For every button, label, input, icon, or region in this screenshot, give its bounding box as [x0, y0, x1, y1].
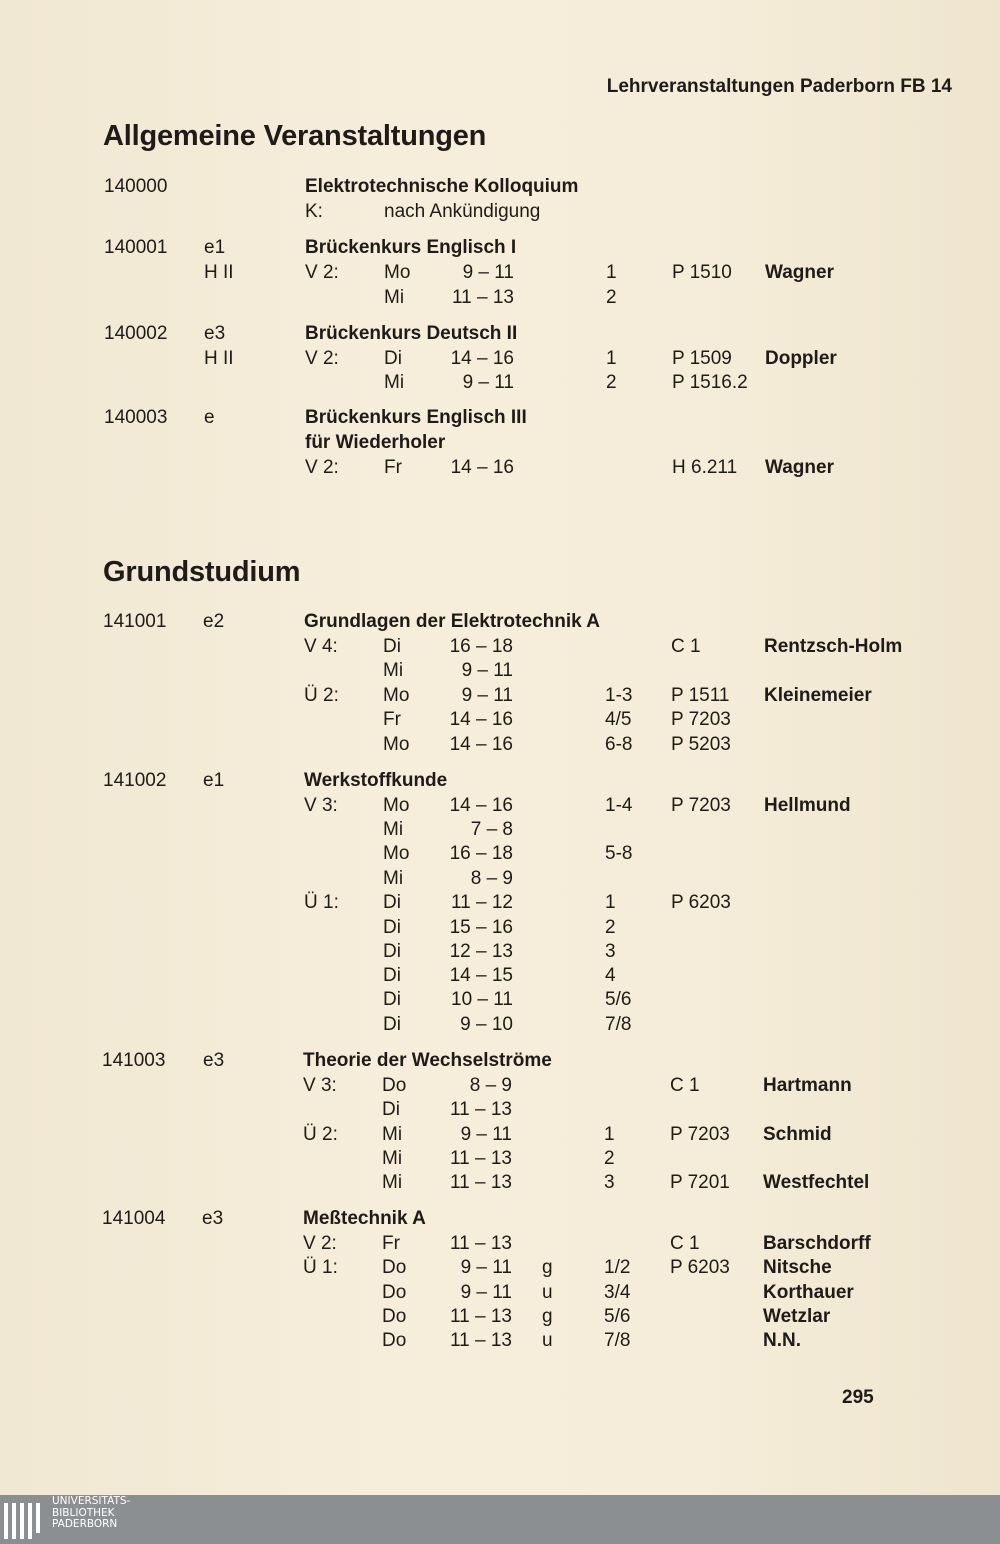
- session-day: Do: [382, 1282, 407, 1303]
- session-group: 1: [605, 892, 616, 913]
- session-mark: u: [542, 1330, 553, 1351]
- session-group: 1/2: [604, 1257, 631, 1278]
- library-logo-icon: [4, 1503, 42, 1539]
- session-time: 14 – 16: [449, 734, 513, 755]
- session-lecturer: Wagner: [765, 262, 834, 283]
- session-time: 9 – 11: [461, 660, 513, 681]
- session-time: 15 – 16: [449, 917, 513, 938]
- session-room: P 5203: [671, 734, 731, 755]
- running-head: Lehrveranstaltungen Paderborn FB 14: [606, 76, 952, 97]
- session-day: Di: [382, 1099, 400, 1120]
- session-time: 14 – 16: [449, 709, 513, 730]
- session-group: 2: [606, 372, 617, 393]
- session-type: V 2:: [305, 348, 339, 369]
- course-number: 140001: [104, 237, 168, 258]
- session-lecturer: N.N.: [763, 1330, 801, 1351]
- course-level: e2: [203, 611, 225, 632]
- course-title-line2: für Wiederholer: [305, 432, 446, 453]
- session-lecturer: Wetzlar: [763, 1306, 831, 1327]
- session-type: V 3:: [303, 1075, 337, 1096]
- session-room: H 6.211: [672, 457, 738, 478]
- session-time: 16 – 18: [449, 636, 513, 657]
- session-day: Di: [383, 917, 401, 938]
- library-footer-bar: [0, 1495, 1000, 1544]
- session-time: 8 – 9: [470, 868, 513, 889]
- course-note: H II: [204, 262, 234, 283]
- session-day: Mi: [384, 372, 405, 393]
- session-day: Do: [382, 1330, 407, 1351]
- session-time: 11 – 13: [452, 287, 514, 308]
- course-number: 140003: [104, 407, 168, 428]
- session-day: Mo: [384, 262, 411, 283]
- session-type: Ü 2:: [303, 1124, 338, 1145]
- session-group: 4/5: [605, 709, 632, 730]
- session-type: Ü 2:: [304, 685, 339, 706]
- course-title: Brückenkurs Englisch III: [305, 407, 527, 428]
- session-day: Mo: [383, 685, 410, 706]
- course-number: 141002: [103, 770, 167, 791]
- session-room: P 6203: [671, 892, 731, 913]
- session-day: Mi: [382, 1148, 403, 1169]
- session-time: 11 – 13: [450, 1172, 512, 1193]
- session-time: 9 – 11: [460, 1124, 512, 1145]
- session-day: Mo: [383, 795, 410, 816]
- session-group: 5/6: [604, 1306, 631, 1327]
- session-group: 6-8: [605, 734, 633, 755]
- course-level: e1: [204, 237, 226, 258]
- session-group: 5/6: [605, 989, 632, 1010]
- session-day: Do: [382, 1075, 407, 1096]
- course-level: e3: [203, 1050, 225, 1071]
- session-day: Mo: [383, 843, 410, 864]
- session-time: 16 – 18: [449, 843, 513, 864]
- session-day: nach Ankündigung: [384, 201, 541, 222]
- session-time: 9 – 11: [460, 1257, 512, 1278]
- session-day: Do: [382, 1306, 407, 1327]
- session-time: 14 – 15: [449, 965, 513, 986]
- session-group: 2: [604, 1148, 615, 1169]
- session-room: P 7203: [671, 795, 731, 816]
- session-group: 3: [604, 1172, 615, 1193]
- session-time: 11 – 13: [450, 1330, 512, 1351]
- page-number: 295: [842, 1387, 874, 1408]
- session-day: Mi: [383, 868, 404, 889]
- session-lecturer: Korthauer: [763, 1282, 854, 1303]
- session-time: 11 – 13: [450, 1099, 512, 1120]
- session-time: 11 – 12: [451, 892, 513, 913]
- session-day: Mi: [382, 1124, 403, 1145]
- session-room: P 1510: [672, 262, 732, 283]
- session-time: 9 – 11: [462, 262, 514, 283]
- session-group: 1: [606, 262, 617, 283]
- session-time: 11 – 13: [450, 1148, 512, 1169]
- session-day: Do: [382, 1257, 407, 1278]
- session-day: Di: [383, 1014, 401, 1035]
- session-day: Fr: [383, 709, 401, 730]
- section-heading-allgemeine: Allgemeine Veranstaltungen: [103, 120, 487, 152]
- session-day: Mo: [383, 734, 410, 755]
- course-note: H II: [204, 348, 234, 369]
- session-lecturer: Westfechtel: [763, 1172, 870, 1193]
- library-logo-text: [52, 1496, 130, 1531]
- session-time: 14 – 16: [449, 795, 513, 816]
- course-title: Werkstoffkunde: [304, 770, 448, 791]
- course-level: e3: [202, 1208, 224, 1229]
- session-day: Fr: [384, 457, 402, 478]
- session-day: Di: [383, 965, 401, 986]
- session-time: 12 – 13: [449, 941, 513, 962]
- session-group: 5-8: [605, 843, 633, 864]
- session-type: V 2:: [303, 1233, 337, 1254]
- session-day: Mi: [383, 660, 404, 681]
- session-time: 9 – 11: [461, 685, 513, 706]
- library-name-line: PADERBORN: [52, 1518, 118, 1530]
- course-number: 140002: [104, 323, 168, 344]
- library-name-line: UNIVERSITÄTS-: [52, 1495, 131, 1507]
- session-day: Fr: [382, 1233, 400, 1254]
- session-time: 11 – 13: [450, 1233, 512, 1254]
- course-number: 141001: [103, 611, 167, 632]
- session-type: Ü 1:: [303, 1257, 338, 1278]
- session-day: Di: [384, 348, 402, 369]
- session-time: 14 – 16: [450, 457, 514, 478]
- session-room: P 7203: [670, 1124, 730, 1145]
- session-day: Di: [383, 636, 401, 657]
- session-room: P 1511: [671, 685, 730, 706]
- session-day: Di: [383, 989, 401, 1010]
- course-title: Meßtechnik A: [303, 1208, 426, 1229]
- session-time: 11 – 13: [450, 1306, 512, 1327]
- session-type: V 2:: [305, 262, 339, 283]
- course-level: e3: [204, 323, 226, 344]
- session-group: 2: [606, 287, 617, 308]
- course-number: 140000: [104, 176, 168, 197]
- course-title: Theorie der Wechselströme: [303, 1050, 552, 1071]
- session-day: Mi: [383, 819, 404, 840]
- session-lecturer: Wagner: [765, 457, 834, 478]
- course-title: Brückenkurs Deutsch II: [305, 323, 518, 344]
- session-room: P 7201: [670, 1172, 730, 1193]
- session-lecturer: Schmid: [763, 1124, 832, 1145]
- session-mark: u: [542, 1282, 553, 1303]
- session-type: K:: [305, 201, 323, 222]
- section-heading-grundstudium: Grundstudium: [103, 556, 301, 588]
- session-type: V 3:: [304, 795, 338, 816]
- session-group: 4: [605, 965, 616, 986]
- session-group: 7/8: [604, 1330, 631, 1351]
- course-title: Brückenkurs Englisch I: [305, 237, 517, 258]
- session-time: 9 – 11: [462, 372, 514, 393]
- session-group: 1: [604, 1124, 615, 1145]
- session-time: 7 – 8: [470, 819, 513, 840]
- session-group: 3/4: [604, 1282, 631, 1303]
- session-lecturer: Rentzsch-Holm: [764, 636, 903, 657]
- session-lecturer: Kleinemeier: [764, 685, 872, 706]
- session-lecturer: Hellmund: [764, 795, 851, 816]
- course-title: Elektrotechnische Kolloquium: [305, 176, 579, 197]
- session-day: Di: [383, 892, 401, 913]
- session-type: Ü 1:: [304, 892, 339, 913]
- session-group: 1-3: [605, 685, 633, 706]
- course-level: e1: [203, 770, 225, 791]
- session-time: 14 – 16: [450, 348, 514, 369]
- session-mark: g: [542, 1306, 553, 1327]
- course-number: 141003: [102, 1050, 166, 1071]
- session-room: C 1: [670, 1075, 700, 1096]
- session-type: V 4:: [304, 636, 338, 657]
- library-name-line: BIBLIOTHEK: [52, 1506, 115, 1519]
- session-time: 8 – 9: [469, 1075, 512, 1096]
- session-day: Di: [383, 941, 401, 962]
- session-type: V 2:: [305, 457, 339, 478]
- session-lecturer: Nitsche: [763, 1257, 832, 1278]
- session-group: 2: [605, 917, 616, 938]
- session-room: C 1: [671, 636, 701, 657]
- session-room: C 1: [670, 1233, 700, 1254]
- session-room: P 1509: [672, 348, 732, 369]
- session-time: 9 – 11: [460, 1282, 512, 1303]
- session-group: 1-4: [605, 795, 633, 816]
- session-time: 9 – 10: [460, 1014, 513, 1035]
- session-day: Mi: [384, 287, 405, 308]
- course-title: Grundlagen der Elektrotechnik A: [304, 611, 600, 632]
- session-group: 1: [606, 348, 617, 369]
- session-mark: g: [542, 1257, 553, 1278]
- session-day: Mi: [382, 1172, 403, 1193]
- session-group: 3: [605, 941, 616, 962]
- session-group: 7/8: [605, 1014, 632, 1035]
- session-time: 10 – 11: [451, 989, 513, 1010]
- session-room: P 1516.2: [672, 372, 748, 393]
- session-lecturer: Hartmann: [763, 1075, 852, 1096]
- session-lecturer: Doppler: [765, 348, 837, 369]
- course-level: e: [204, 407, 215, 428]
- session-room: P 6203: [670, 1257, 730, 1278]
- course-number: 141004: [102, 1208, 166, 1229]
- session-lecturer: Barschdorff: [763, 1233, 871, 1254]
- session-room: P 7203: [671, 709, 731, 730]
